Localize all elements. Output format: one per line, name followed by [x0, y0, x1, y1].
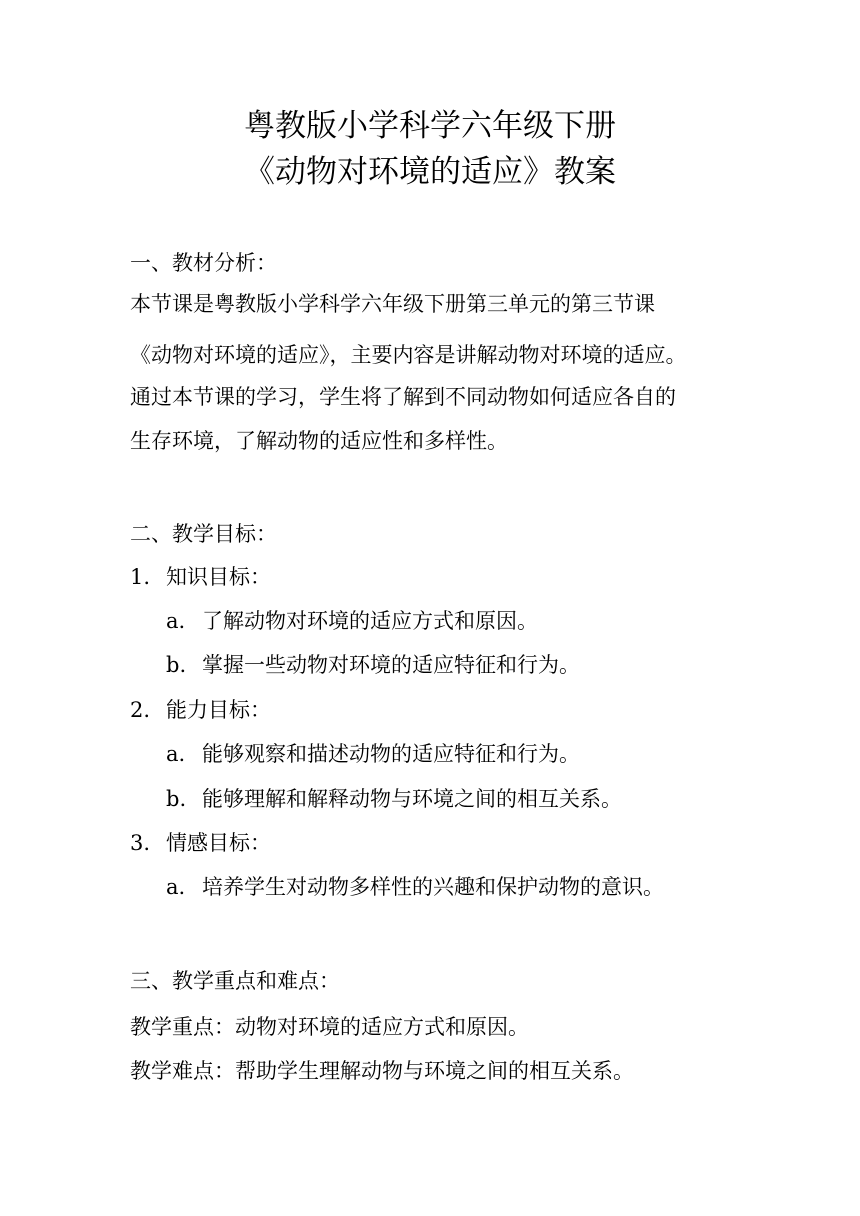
list-number: 2.: [130, 698, 151, 722]
objective-group-label: 情感目标：: [166, 831, 271, 855]
objective-item-text: 能够观察和描述动物的适应特征和行为。: [202, 742, 580, 766]
objective-item: [166, 784, 622, 814]
teaching-focus: 教学重点：动物对环境的适应方式和原因。: [130, 1015, 529, 1039]
objective-item: [166, 739, 580, 769]
objective-group-label: 知识目标：: [166, 565, 271, 589]
section-heading-analysis: 一、教材分析：: [130, 251, 277, 275]
list-letter: b.: [166, 787, 187, 811]
section-heading-objectives: 二、教学目标：: [130, 522, 277, 546]
list-letter: a.: [166, 609, 186, 633]
list-number: 1.: [130, 565, 151, 589]
objective-group-knowledge: [130, 562, 271, 592]
objective-item-text: 掌握一些动物对环境的适应特征和行为。: [202, 653, 580, 677]
objective-item: [166, 606, 538, 636]
objective-group-emotion: [130, 828, 271, 858]
analysis-paragraph-line-1: 本节课是粤教版小学科学六年级下册第三单元的第三节课: [130, 292, 655, 316]
analysis-paragraph-line-4: 生存环境，了解动物的适应性和多样性。: [130, 429, 508, 453]
analysis-paragraph-line-3: 通过本节课的学习，学生将了解到不同动物如何适应各自的: [130, 385, 676, 409]
objective-item: [166, 872, 664, 902]
section-heading-keypoints: 三、教学重点和难点：: [130, 969, 340, 993]
document-title-line-2: 《动物对环境的适应》教案: [244, 154, 616, 190]
objective-item: [166, 650, 580, 680]
list-letter: b.: [166, 653, 187, 677]
list-letter: a.: [166, 875, 186, 899]
objective-item-text: 了解动物对环境的适应方式和原因。: [202, 609, 538, 633]
analysis-paragraph-line-2: 《动物对环境的适应》，主要内容是讲解动物对环境的适应。: [130, 343, 687, 367]
objective-group-ability: [130, 695, 271, 725]
objective-item-text: 能够理解和解释动物与环境之间的相互关系。: [202, 787, 622, 811]
list-letter: a.: [166, 742, 186, 766]
objective-group-label: 能力目标：: [166, 698, 271, 722]
list-number: 3.: [130, 831, 151, 855]
teaching-difficulty: 教学难点：帮助学生理解动物与环境之间的相互关系。: [130, 1059, 634, 1083]
objective-item-text: 培养学生对动物多样性的兴趣和保护动物的意识。: [202, 875, 664, 899]
document-title-line-1: 粤教版小学科学六年级下册: [244, 108, 616, 144]
